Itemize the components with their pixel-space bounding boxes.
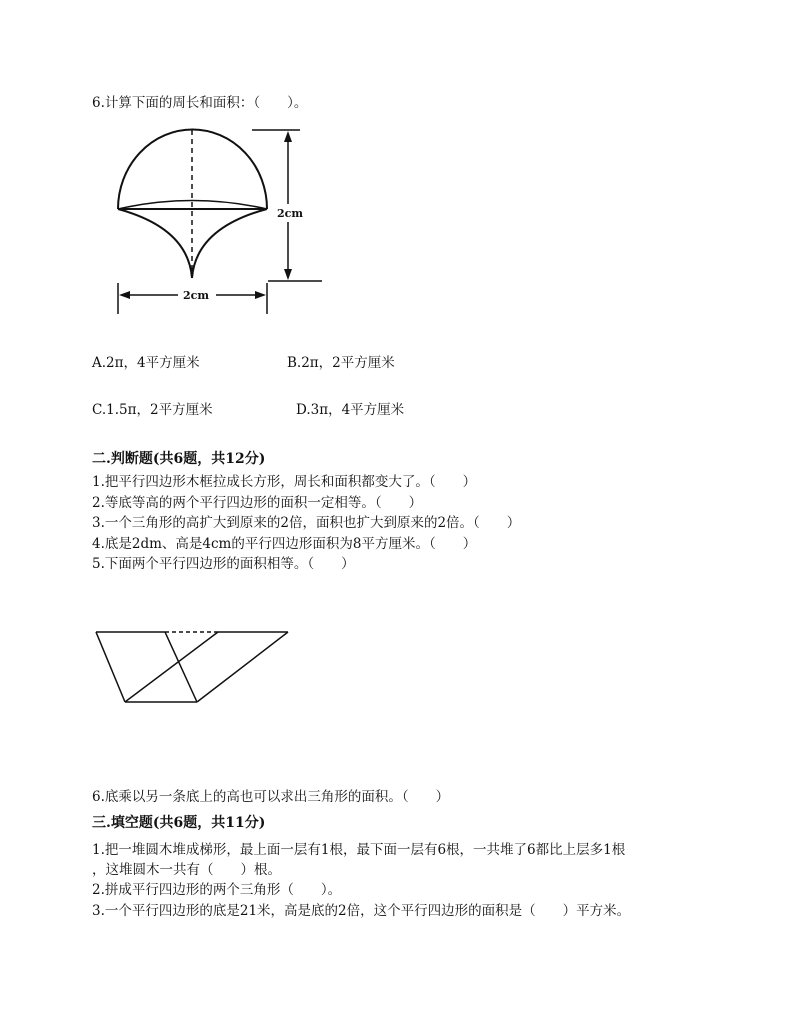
s2-item-4: 4.底是2dm、高是4cm的平行四边形面积为8平方厘米。（ ） — [92, 536, 477, 552]
right-side — [197, 632, 288, 702]
s3-item-1-cont: ，这堆圆木一共有（ ）根。 — [92, 862, 281, 878]
width-arrow-right — [255, 291, 266, 299]
width-label: 2cm — [183, 289, 209, 302]
s2-item-3: 3.一个三角形的高扩大到原来的2倍，面积也扩大到原来的2倍。（ ） — [92, 515, 521, 531]
middle-side — [165, 632, 197, 702]
s2-item-5: 5.下面两个平行四边形的面积相等。（ ） — [92, 556, 355, 572]
s2-item-2: 2.等底等高的两个平行四边形的面积一定相等。（ ） — [92, 495, 423, 511]
height-arrow-top — [284, 131, 292, 142]
s3-item-2: 2.拼成平行四边形的两个三角形（ ）。 — [92, 882, 342, 898]
left-cusp-arc — [118, 209, 192, 278]
q6-question: 6.计算下面的周长和面积：（ ）。 — [92, 95, 308, 111]
width-arrow-left — [119, 291, 130, 299]
height-label: 2cm — [277, 207, 303, 220]
s3-item-1: 1.把一堆圆木堆成梯形，最上面一层有1根，最下面一层有6根，一共堆了6都比上层多1根 — [92, 842, 626, 858]
section2-heading: 二.判断题(共6题，共12分) — [92, 451, 266, 467]
s2-item-1: 1.把平行四边形木框拉成长方形，周长和面积都变大了。（ ） — [92, 474, 477, 490]
section3-heading: 三.填空题(共6题，共11分) — [92, 815, 266, 831]
s2-item-6: 6.底乘以另一条底上的高也可以求出三角形的面积。（ ） — [92, 789, 450, 805]
option-a: A.2π，4平方厘米 — [92, 355, 200, 371]
option-c: C.1.5π，2平方厘米 — [92, 402, 213, 418]
option-b: B.2π，2平方厘米 — [287, 355, 395, 371]
left-side — [96, 632, 125, 702]
right-cusp-arc — [192, 209, 267, 278]
parallelogram-figure — [92, 628, 292, 708]
height-arrow-bottom — [284, 269, 292, 280]
shape-figure — [100, 118, 330, 328]
s3-item-3: 3.一个平行四边形的底是21米，高是底的2倍，这个平行四边形的面积是（ ）平方米。 — [92, 903, 631, 919]
diagonal-side — [125, 632, 218, 702]
option-d: D.3π，4平方厘米 — [296, 402, 405, 418]
